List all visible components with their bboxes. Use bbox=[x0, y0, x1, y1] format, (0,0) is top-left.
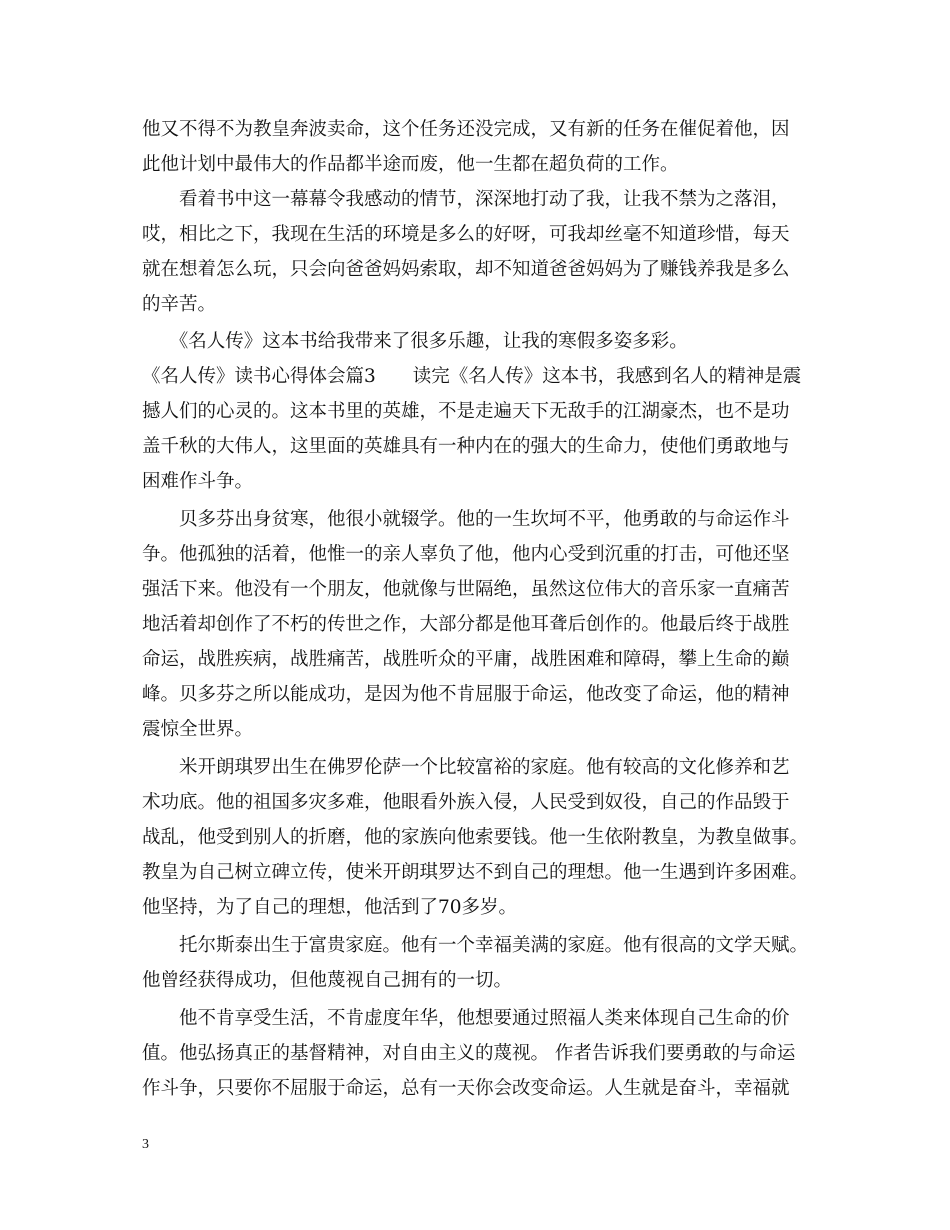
text-line: 此他计划中最伟大的作品都半途而废，他一生都在超负荷的工作。 bbox=[142, 154, 679, 175]
text-line: 就在想着怎么玩，只会向爸爸妈妈索取，却不知道爸爸妈妈为了赚钱养我是多么 bbox=[142, 259, 790, 280]
text-line: 他又不得不为教皇奔波卖命，这个任务还没完成，又有新的任务在催促着他，因 bbox=[142, 119, 790, 140]
text-line: 地活着却创作了不朽的传世之作，大部分都是他耳聋后创作的。他最后终于战胜 bbox=[142, 614, 790, 635]
text-line: 命运，战胜疾病，战胜痛苦，战胜听众的平庸，战胜困难和障碍，攀上生命的巅 bbox=[142, 649, 790, 670]
text-line: 战乱，他受到别人的折磨，他的家族向他索要钱。他一生依附教皇，为教皇做事。 bbox=[142, 827, 809, 848]
text-line: 值。他弘扬真正的基督精神，对自由主义的蔑视。 作者告诉我们要勇敢的与命运 bbox=[142, 1043, 796, 1064]
text-line: 困难作斗争。 bbox=[142, 471, 254, 492]
text-line: 强活下来。他没有一个朋友，他就像与世隔绝，虽然这位伟大的音乐家一直痛苦 bbox=[142, 579, 790, 600]
text-line: 作斗争，只要你不屈服于命运，总有一天你会改变命运。人生就是奋斗，幸福就 bbox=[142, 1078, 790, 1099]
text-line: 《名人传》这本书给我带来了很多乐趣，让我的寒假多姿多彩。 bbox=[142, 331, 688, 352]
text-line: 《名人传》读书心得体会篇3 读完《名人传》这本书，我感到名人的精神是震 bbox=[142, 366, 802, 387]
text-line: 教皇为自己树立碑立传，使米开朗琪罗达不到自己的理想。他一生遇到许多困难。 bbox=[142, 862, 809, 883]
text-line: 震惊全世界。 bbox=[142, 719, 254, 740]
text-line: 峰。贝多芬之所以能成功，是因为他不肯屈服于命运，他改变了命运，他的精神 bbox=[142, 684, 790, 705]
text-line: 争。他孤独的活着，他惟一的亲人辜负了他，他内心受到沉重的打击，可他还坚 bbox=[142, 544, 790, 565]
text-line: 盖千秋的大伟人，这里面的英雄具有一种内在的强大的生命力，使他们勇敢地与 bbox=[142, 436, 790, 457]
text-line: 撼人们的心灵的。这本书里的英雄，不是走遍天下无敌手的江湖豪杰，也不是功 bbox=[142, 401, 790, 422]
text-line: 他坚持，为了自己的理想，他活到了70多岁。 bbox=[142, 897, 518, 918]
text-line: 的辛苦。 bbox=[142, 294, 217, 315]
text-line: 他曾经获得成功，但他蔑视自己拥有的一切。 bbox=[142, 970, 513, 991]
text-line: 术功底。他的祖国多灾多难，他眼看外族入侵，人民受到奴役，自己的作品毁于 bbox=[142, 792, 790, 813]
text-line: 贝多芬出身贫寒，他很小就辍学。他的一生坎坷不平，他勇敢的与命运作斗 bbox=[142, 509, 790, 530]
text-line: 托尔斯泰出生于富贵家庭。他有一个幸福美满的家庭。他有很高的文学天赋。 bbox=[142, 935, 809, 956]
text-line: 看着书中这一幕幕令我感动的情节，深深地打动了我，让我不禁为之落泪， bbox=[142, 189, 790, 210]
text-line: 米开朗琪罗出生在佛罗伦萨一个比较富裕的家庭。他有较高的文化修养和艺 bbox=[142, 757, 790, 778]
text-line: 他不肯享受生活，不肯虚度年华，他想要通过照福人类来体现自己生命的价 bbox=[142, 1008, 790, 1029]
text-line: 哎，相比之下，我现在生活的环境是多么的好呀，可我却丝毫不知道珍惜，每天 bbox=[142, 224, 790, 245]
page-number: 3 bbox=[142, 1137, 149, 1152]
